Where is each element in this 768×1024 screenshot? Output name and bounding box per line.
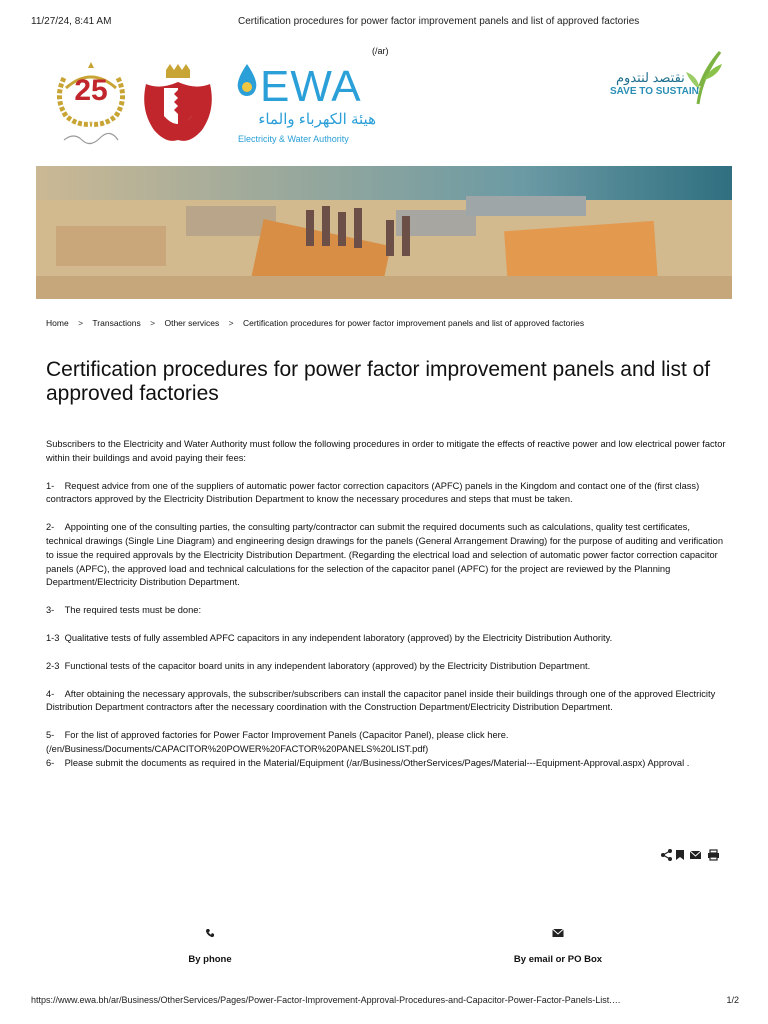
site-header <box>46 46 736 158</box>
ewa-arabic-name: هيئة الكهرباء والماء <box>258 111 376 128</box>
step-5[interactable]: 5- For the list of approved factories for Power Factor Improvement Panels (Capacitor Panel), please click here. (/en/Business/Documents/CAPACITOR%20POWER%20FACTOR%20PANELS%20LIST.pdf) <box>46 730 509 754</box>
arabic-language-link[interactable]: (/ar) <box>372 46 389 56</box>
breadcrumb-separator: > <box>150 318 156 328</box>
ewa-english-name: Electricity & Water Authority <box>238 134 349 144</box>
email-icon[interactable] <box>690 851 701 859</box>
print-icon[interactable] <box>708 850 719 860</box>
email-label: By email or PO Box <box>513 954 603 965</box>
badge-number: 25 <box>74 74 108 107</box>
contact-by-phone[interactable] <box>150 928 270 965</box>
bahrain-coat-of-arms-icon <box>140 60 216 144</box>
step-6[interactable]: 6- Please submit the documents as required in the Material/Equipment (/ar/Business/OtherServices/Pages/Material---Equipment-Approval.aspx) Approval . <box>46 757 690 768</box>
anniversary-badge <box>50 58 132 150</box>
share-toolbar <box>660 848 726 862</box>
step-3: 3- The required tests must be done: <box>46 605 202 616</box>
contact-section <box>0 928 768 978</box>
sustain-english-text: SAVE TO SUSTAIN <box>610 86 699 97</box>
envelope-icon <box>552 928 564 938</box>
step-3-2: 2-3 Functional tests of the capacitor board units in any independent laboratory (approved) by the Electricity Distribution Department. <box>46 660 591 671</box>
article-body <box>46 438 726 771</box>
ewa-wordmark: EWA <box>260 62 362 111</box>
breadcrumb-separator: > <box>78 318 84 328</box>
share-icon[interactable] <box>661 849 672 861</box>
breadcrumb-separator: > <box>228 318 234 328</box>
step-4: 4- After obtaining the necessary approvals, the subscriber/subscribers can install the capacitor panel inside their buildings through one of the approved Electricity Distribution Department contractors after the necessary coordination with the Construction Department/Electricity Distribution Department. <box>46 688 716 713</box>
breadcrumb <box>46 318 584 328</box>
breadcrumb-other-services[interactable]: Other services <box>164 318 220 328</box>
phone-icon <box>205 928 215 938</box>
breadcrumb-home[interactable]: Home <box>46 318 69 328</box>
page-title: Certification procedures for power factor improvement panels and list of approved factories <box>46 358 711 405</box>
save-to-sustain-logo <box>606 46 726 110</box>
print-doc-title: Certification procedures for power factor improvement panels and list of approved factories <box>238 16 640 27</box>
badge-signature <box>60 130 122 146</box>
print-url: https://www.ewa.bh/ar/Business/OtherServices/Pages/Power-Factor-Improvement-Approval-Procedures-and-Capacitor-Power-Factor-Panels-List.… <box>31 995 621 1005</box>
water-drop-icon <box>236 62 258 98</box>
breadcrumb-current: Certification procedures for power factor improvement panels and list of approved factories <box>242 318 585 328</box>
print-page-number: 1/2 <box>726 995 739 1005</box>
breadcrumb-transactions[interactable]: Transactions <box>92 318 141 328</box>
step-1: 1- Request advice from one of the suppliers of automatic power factor correction capacitors (APFC) panels in the Kingdom and contact one of the (first class) contractors approved by the Electricity Distribution Department to know the necessary procedures and steps that must be taken. <box>46 480 700 505</box>
ewa-logo[interactable] <box>226 58 376 144</box>
step-3-1: 1-3 Qualitative tests of fully assembled APFC capacitors in any independent laboratory (approved) by the Electricity Distribution Authority. <box>46 632 613 643</box>
contact-by-email[interactable] <box>498 928 618 965</box>
bookmark-icon[interactable] <box>676 850 684 860</box>
print-footer <box>31 995 739 1005</box>
print-datetime: 11/27/24, 8:41 AM <box>31 16 112 27</box>
hero-banner-image <box>36 166 732 299</box>
print-header <box>0 16 768 30</box>
step-2: 2- Appointing one of the consulting parties, the consulting party/contractor can submit the required documents such as calculations, quality test certificates, technical drawings (Single Line Diagram) and engineering design drawings for the panels (General Arrangement Drawing) for the purpose of auditing and verification to issue the required approvals by the Electricity Distribution Department. (Regarding the electrical load and selection of automatic power factor correction capacitor panels (APFC), the approved load and technical calculations for the selection of the capacitor panel (APFC) for the project are reviewed by the Planning Department/Electricity Distribution Department. <box>46 522 723 588</box>
intro-paragraph: Subscribers to the Electricity and Water Authority must follow the following procedures in order to mitigate the effects of reactive power and low electrical power factor within their buildings and avoid paying their fees: <box>46 439 726 463</box>
phone-label: By phone <box>188 954 232 965</box>
sustain-arabic-text: نقتصد لنتدوم <box>616 70 685 85</box>
